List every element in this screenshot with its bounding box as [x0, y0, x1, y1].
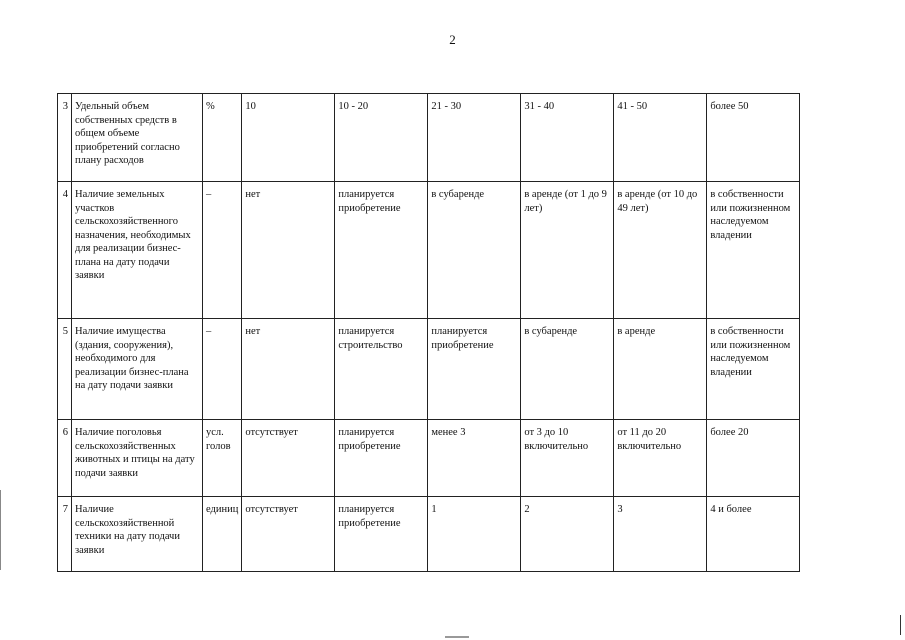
value-cell: в субаренде: [428, 182, 521, 319]
unit-cell: –: [203, 319, 242, 420]
unit-cell: единиц: [203, 497, 242, 572]
value-cell: более 50: [707, 94, 800, 182]
value-cell: планируется приобретение: [335, 182, 428, 319]
value-cell: 10: [242, 94, 335, 182]
indicator-cell: Наличие поголовья сельскохозяйственных животных и птицы на дату подачи заявки: [72, 420, 203, 497]
indicator-cell: Наличие имущества (здания, сооружения), необходимого для реализации бизнес-плана на дату подачи заявки: [72, 319, 203, 420]
indicator-cell: Удельный объем собственных средств в общем объеме приобретений согласно плану расходов: [72, 94, 203, 182]
unit-cell: усл. голов: [203, 420, 242, 497]
row-number: 4: [58, 182, 72, 319]
value-cell: 3: [614, 497, 707, 572]
value-cell: нет: [242, 182, 335, 319]
value-cell: 31 - 40: [521, 94, 614, 182]
value-cell: планируется строительство: [335, 319, 428, 420]
indicator-cell: Наличие сельскохозяйственной техники на дату подачи заявки: [72, 497, 203, 572]
scan-edge-mark: [445, 636, 469, 638]
value-cell: менее 3: [428, 420, 521, 497]
table-row: [58, 182, 800, 319]
row-number: 6: [58, 420, 72, 497]
value-cell: от 3 до 10 включительно: [521, 420, 614, 497]
value-cell: в субаренде: [521, 319, 614, 420]
scan-edge-mark: [900, 615, 901, 635]
value-cell: более 20: [707, 420, 800, 497]
table-row: [58, 497, 800, 572]
value-cell: нет: [242, 319, 335, 420]
value-cell: 21 - 30: [428, 94, 521, 182]
value-cell: в аренде (от 10 до 49 лет): [614, 182, 707, 319]
value-cell: 41 - 50: [614, 94, 707, 182]
row-number: 5: [58, 319, 72, 420]
value-cell: в собственности или пожизненном наследуемом владении: [707, 319, 800, 420]
unit-cell: %: [203, 94, 242, 182]
table-row: [58, 420, 800, 497]
value-cell: в собственности или пожизненном наследуемом владении: [707, 182, 800, 319]
value-cell: отсутствует: [242, 420, 335, 497]
value-cell: 1: [428, 497, 521, 572]
value-cell: в аренде: [614, 319, 707, 420]
unit-cell: –: [203, 182, 242, 319]
table-row: [58, 94, 800, 182]
value-cell: 4 и более: [707, 497, 800, 572]
criteria-table: [57, 93, 800, 572]
row-number: 3: [58, 94, 72, 182]
scan-edge-mark: [0, 490, 1, 570]
value-cell: планируется приобретение: [428, 319, 521, 420]
value-cell: 2: [521, 497, 614, 572]
value-cell: от 11 до 20 включительно: [614, 420, 707, 497]
value-cell: отсутствует: [242, 497, 335, 572]
value-cell: 10 - 20: [335, 94, 428, 182]
page-number: 2: [449, 32, 456, 47]
value-cell: в аренде (от 1 до 9 лет): [521, 182, 614, 319]
row-number: 7: [58, 497, 72, 572]
value-cell: планируется приобретение: [335, 420, 428, 497]
indicator-cell: Наличие земельных участков сельскохозяйственного назначения, необходимых для реализации бизнес-плана на дату подачи заявки: [72, 182, 203, 319]
table-row: [58, 319, 800, 420]
value-cell: планируется приобретение: [335, 497, 428, 572]
